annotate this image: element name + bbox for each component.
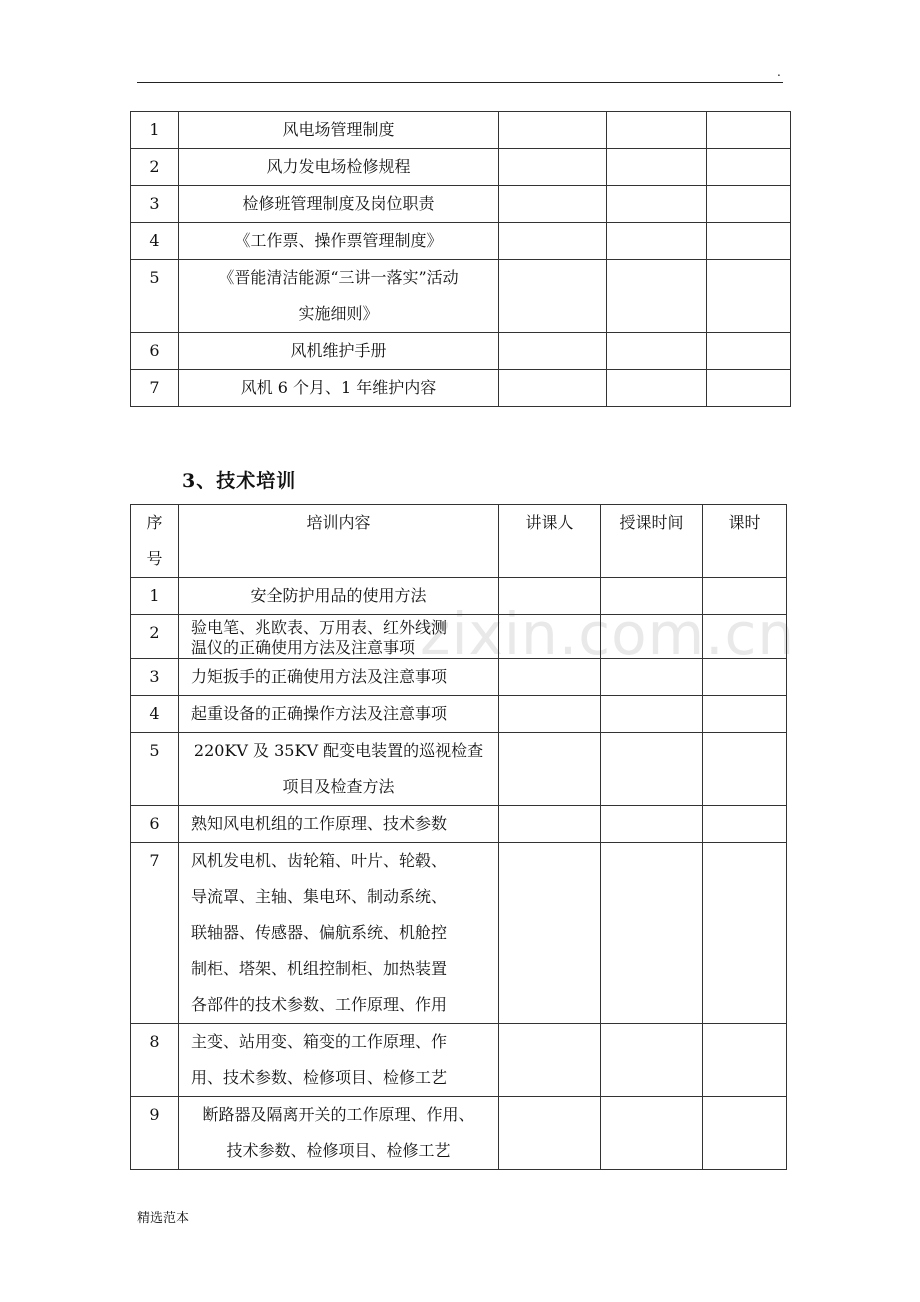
section-title: 3、技术培训 xyxy=(182,470,297,492)
row-number: 4 xyxy=(131,696,179,733)
row-content: 安全防护用品的使用方法 xyxy=(179,578,499,615)
row-content xyxy=(179,1024,499,1097)
row-content xyxy=(179,843,499,1024)
header-number-line: 号 xyxy=(146,549,163,568)
row-content: 熟知风电机组的工作原理、技术参数 xyxy=(179,806,499,843)
empty-cell xyxy=(499,112,607,149)
empty-cell xyxy=(607,370,707,407)
watermark: zixin.com.cn xyxy=(420,600,796,668)
empty-cell xyxy=(707,370,791,407)
empty-cell xyxy=(607,149,707,186)
row-number: 4 xyxy=(131,223,179,260)
row-number: 2 xyxy=(131,615,179,659)
empty-cell xyxy=(499,578,601,615)
row-number: 5 xyxy=(131,733,179,806)
row-content-line: 温仪的正确使用方法及注意事项 xyxy=(191,638,416,657)
empty-cell xyxy=(499,333,607,370)
row-content-line: 实施细则》 xyxy=(298,304,379,323)
row-content: 起重设备的正确操作方法及注意事项 xyxy=(179,696,499,733)
row-content-line: 联轴器、传感器、偏航系统、机舱控 xyxy=(191,923,448,942)
row-number: 3 xyxy=(131,659,179,696)
table-row xyxy=(131,186,791,223)
empty-cell xyxy=(703,1097,787,1170)
row-content-line: 断路器及隔离开关的工作原理、作用、 xyxy=(202,1105,475,1124)
empty-cell xyxy=(707,112,791,149)
table-row xyxy=(131,659,787,696)
row-content-line: 《晋能清洁能源“三讲一落实”活动 xyxy=(218,268,459,287)
row-content: 力矩扳手的正确使用方法及注意事项 xyxy=(179,659,499,696)
empty-cell xyxy=(601,806,703,843)
row-number: 6 xyxy=(131,333,179,370)
row-content: 风力发电场检修规程 xyxy=(179,149,499,186)
table-row xyxy=(131,696,787,733)
table-row xyxy=(131,370,791,407)
table-row xyxy=(131,112,791,149)
training-table xyxy=(130,504,787,1170)
row-content-line: 风机发电机、齿轮箱、叶片、轮毂、 xyxy=(191,851,448,870)
empty-cell xyxy=(707,186,791,223)
table-row xyxy=(131,843,787,1024)
row-number: 7 xyxy=(131,370,179,407)
table-row xyxy=(131,1024,787,1097)
empty-cell xyxy=(499,733,601,806)
footer-text: 精选范本 xyxy=(137,1211,190,1226)
row-content-line: 用、技术参数、检修项目、检修工艺 xyxy=(191,1068,448,1087)
empty-cell xyxy=(703,615,787,659)
header-lecturer: 讲课人 xyxy=(499,505,601,578)
row-content xyxy=(179,615,499,659)
row-content-line: 技术参数、检修项目、检修工艺 xyxy=(226,1141,451,1160)
empty-cell xyxy=(703,659,787,696)
empty-cell xyxy=(499,615,601,659)
row-number: 9 xyxy=(131,1097,179,1170)
row-number: 5 xyxy=(131,260,179,333)
row-number: 8 xyxy=(131,1024,179,1097)
empty-cell xyxy=(601,1024,703,1097)
empty-cell xyxy=(499,223,607,260)
row-content: 风机 6 个月、1 年维护内容 xyxy=(179,370,499,407)
empty-cell xyxy=(707,333,791,370)
empty-cell xyxy=(607,333,707,370)
row-number: 2 xyxy=(131,149,179,186)
row-content-line: 验电笔、兆欧表、万用表、红外线测 xyxy=(191,618,448,637)
empty-cell xyxy=(499,1097,601,1170)
empty-cell xyxy=(499,1024,601,1097)
empty-cell xyxy=(703,733,787,806)
table-row xyxy=(131,733,787,806)
empty-cell xyxy=(607,112,707,149)
table-header-row xyxy=(131,505,787,578)
row-content xyxy=(179,733,499,806)
empty-cell xyxy=(601,696,703,733)
empty-cell xyxy=(499,370,607,407)
row-content: 《工作票、操作票管理制度》 xyxy=(179,223,499,260)
header-dot: . xyxy=(777,65,781,79)
empty-cell xyxy=(499,149,607,186)
empty-cell xyxy=(707,260,791,333)
row-content-line: 主变、站用变、箱变的工作原理、作 xyxy=(191,1032,448,1051)
row-content: 风机维护手册 xyxy=(179,333,499,370)
row-number: 3 xyxy=(131,186,179,223)
empty-cell xyxy=(601,843,703,1024)
empty-cell xyxy=(499,806,601,843)
empty-cell xyxy=(607,260,707,333)
header-number-line: 序 xyxy=(146,513,163,532)
empty-cell xyxy=(601,578,703,615)
row-number: 1 xyxy=(131,578,179,615)
table-row xyxy=(131,223,791,260)
row-content-line: 220KV 及 35KV 配变电装置的巡视检查 xyxy=(193,741,484,760)
row-number: 1 xyxy=(131,112,179,149)
regulations-table xyxy=(130,111,791,407)
table-row xyxy=(131,1097,787,1170)
table-row xyxy=(131,615,787,659)
empty-cell xyxy=(601,1097,703,1170)
row-content xyxy=(179,260,499,333)
row-content xyxy=(179,1097,499,1170)
header-time: 授课时间 xyxy=(601,505,703,578)
header-rule xyxy=(137,82,783,83)
empty-cell xyxy=(703,578,787,615)
header-number xyxy=(131,505,179,578)
empty-cell xyxy=(607,223,707,260)
row-number: 7 xyxy=(131,843,179,1024)
empty-cell xyxy=(499,843,601,1024)
row-content-line: 项目及检查方法 xyxy=(282,777,395,796)
empty-cell xyxy=(703,696,787,733)
header-hours: 课时 xyxy=(703,505,787,578)
empty-cell xyxy=(499,696,601,733)
empty-cell xyxy=(607,186,707,223)
empty-cell xyxy=(601,615,703,659)
empty-cell xyxy=(601,733,703,806)
table-row xyxy=(131,806,787,843)
table-row xyxy=(131,149,791,186)
row-content-line: 制柜、塔架、机组控制柜、加热装置 xyxy=(191,959,448,978)
empty-cell xyxy=(499,260,607,333)
table-row xyxy=(131,333,791,370)
header-content: 培训内容 xyxy=(179,505,499,578)
empty-cell xyxy=(499,186,607,223)
empty-cell xyxy=(601,659,703,696)
row-content-line: 各部件的技术参数、工作原理、作用 xyxy=(191,995,448,1014)
table-row xyxy=(131,578,787,615)
row-content-line: 导流罩、主轴、集电环、制动系统、 xyxy=(191,887,448,906)
empty-cell xyxy=(707,149,791,186)
row-content: 风电场管理制度 xyxy=(179,112,499,149)
row-number: 6 xyxy=(131,806,179,843)
empty-cell xyxy=(703,843,787,1024)
empty-cell xyxy=(703,806,787,843)
empty-cell xyxy=(707,223,791,260)
table-row xyxy=(131,260,791,333)
row-content: 检修班管理制度及岗位职责 xyxy=(179,186,499,223)
empty-cell xyxy=(499,659,601,696)
empty-cell xyxy=(703,1024,787,1097)
